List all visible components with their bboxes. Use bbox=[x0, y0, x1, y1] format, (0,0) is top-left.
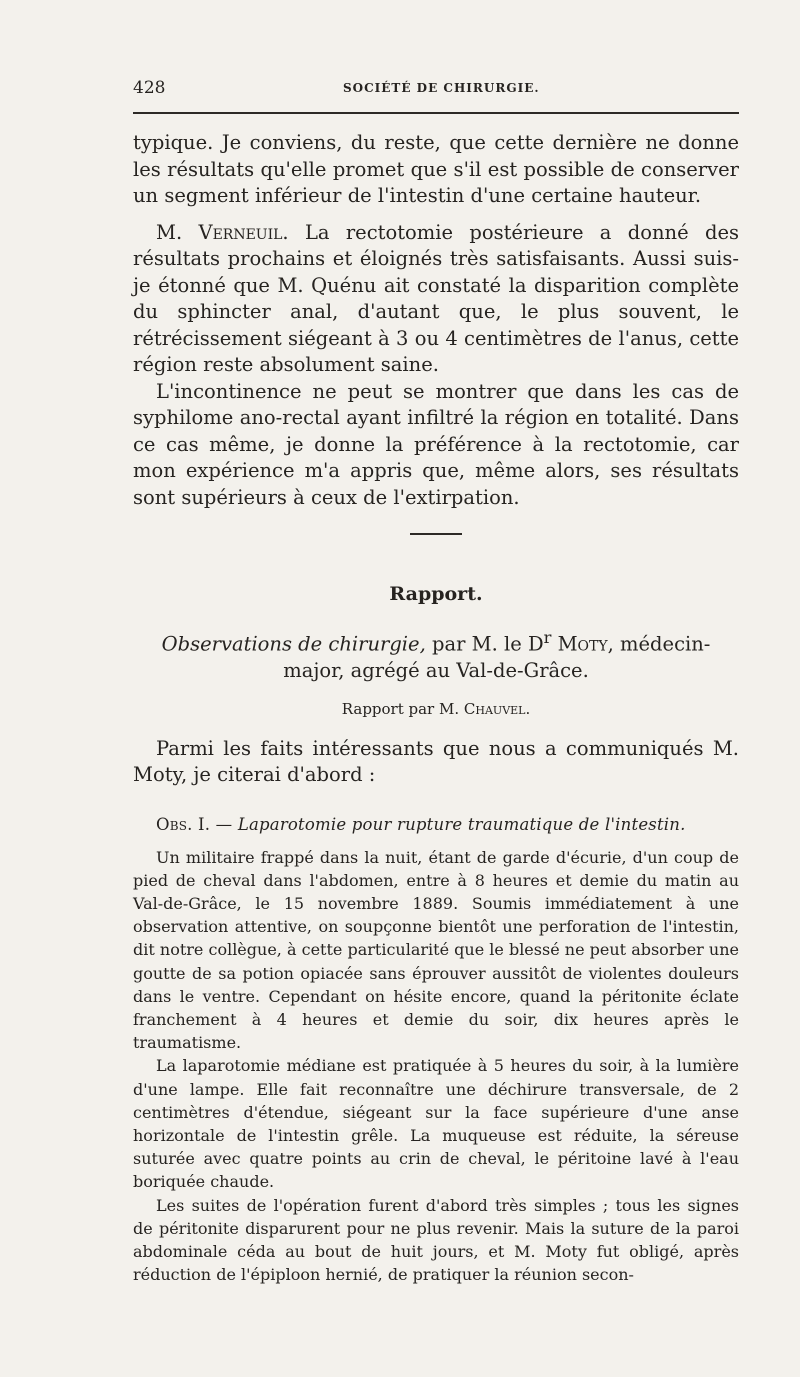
running-title: SOCIÉTÉ DE CHIRURGIE. bbox=[343, 81, 540, 95]
paragraph-verneuil bbox=[133, 220, 739, 379]
rapporteur-line bbox=[133, 700, 739, 718]
observation-heading bbox=[133, 815, 739, 834]
page-body bbox=[133, 130, 739, 1286]
report-title-sup: r bbox=[543, 628, 552, 647]
observation-paragraph-2: La laparotomie médiane est pratiquée à 5 heures du soir, à la lumière d'une lampe. Elle fait reconnaître une déchirure transversale, de 2 centimètres d'étendue, siégeant sur la face supérieure d'une anse horizontale de l'intestin grêle. La muqueuse est réduite, la séreuse suturée avec quatre points au crin de cheval, le péritoine lavé à l'eau boriquée chaude. bbox=[133, 1056, 739, 1192]
observation-text bbox=[133, 846, 739, 1287]
paragraph-continuation: typique. Je conviens, du reste, que cette dernière ne donne les résultats qu'elle promet que s'il est possible de conserver un segment inférieur de l'intestin d'une certaine hauteur. bbox=[133, 131, 739, 207]
rapporteur-prefix: Rapport par M. bbox=[341, 699, 460, 718]
observation-paragraph-1: Un militaire frappé dans la nuit, étant de garde d'écurie, d'un coup de pied de cheval dans l'abdomen, entre à 8 heures et demie du matin au Val-de-Grâce, le 15 novembre 1889. Soumis immédiatement à une observation attentive, on soupçonne bientôt une perforation de l'intestin, dit notre collègue, à cette particularité que le blessé ne peut absorber une goutte de sa potion opiacée sans éprouver aussitôt de violentes douleurs dans le ventre. Cependant on hésite encore, quand la péritonite éclate franchement à 4 heures et demie du soir, dix heures après le traumatisme. bbox=[133, 847, 739, 1053]
paragraph-verneuil-text: La rectotomie postérieure a donné des résultats prochains et éloignés très satisfaisants. Aussi suis-je étonné que M. Quénu ait constaté la disparition complète du sphincter anal, d'autant que, le plus souvent, le rétrécissement siégeant à 3 ou 4 centimètres de l'anus, cette région reste absolument saine. bbox=[133, 220, 739, 376]
report-title-by: par M. le D bbox=[431, 632, 544, 656]
report-intro: Parmi les faits intéressants que nous a communiqués M. Moty, je citerai d'abord : bbox=[133, 736, 739, 786]
page-header bbox=[133, 78, 739, 102]
report-title-rest: médecin-major, agrégé au Val-de-Grâce. bbox=[283, 632, 711, 682]
report-author: Moty, bbox=[557, 632, 614, 656]
observation-paragraph-3: Les suites de l'opération furent d'abord très simples ; tous les signes de péritonite disparurent pour ne plus revenir. Mais la suture de la paroi abdominale céda au bout de huit jours, et M. Moty fut obligé, après réduction de l'épiploon hernié, de pratiquer la réunion secon- bbox=[133, 1195, 739, 1285]
speaker-name: M. Verneuil. bbox=[156, 220, 289, 244]
report-title-italic: Observations de chirurgie, bbox=[161, 632, 426, 656]
rapporteur-name: Chauvel. bbox=[463, 699, 531, 718]
observation-label: Obs. I. — bbox=[156, 814, 233, 834]
header-rule bbox=[133, 112, 739, 114]
paragraph-incontinence: L'incontinence ne peut se montrer que dans les cas de syphilome ano-rectal ayant infiltré la région en totalité. Dans ce cas même, je donne la préférence à la rectotomie, car mon expérience m'a appris que, même alors, ses résultats sont supérieurs à ceux de l'extirpation. bbox=[133, 379, 739, 509]
report-title bbox=[133, 625, 739, 684]
observation-title: Laparotomie pour rupture traumatique de l'intestin. bbox=[237, 814, 686, 834]
section-title: Rapport. bbox=[389, 583, 483, 605]
section-divider bbox=[410, 533, 462, 535]
page-number: 428 bbox=[133, 78, 166, 98]
